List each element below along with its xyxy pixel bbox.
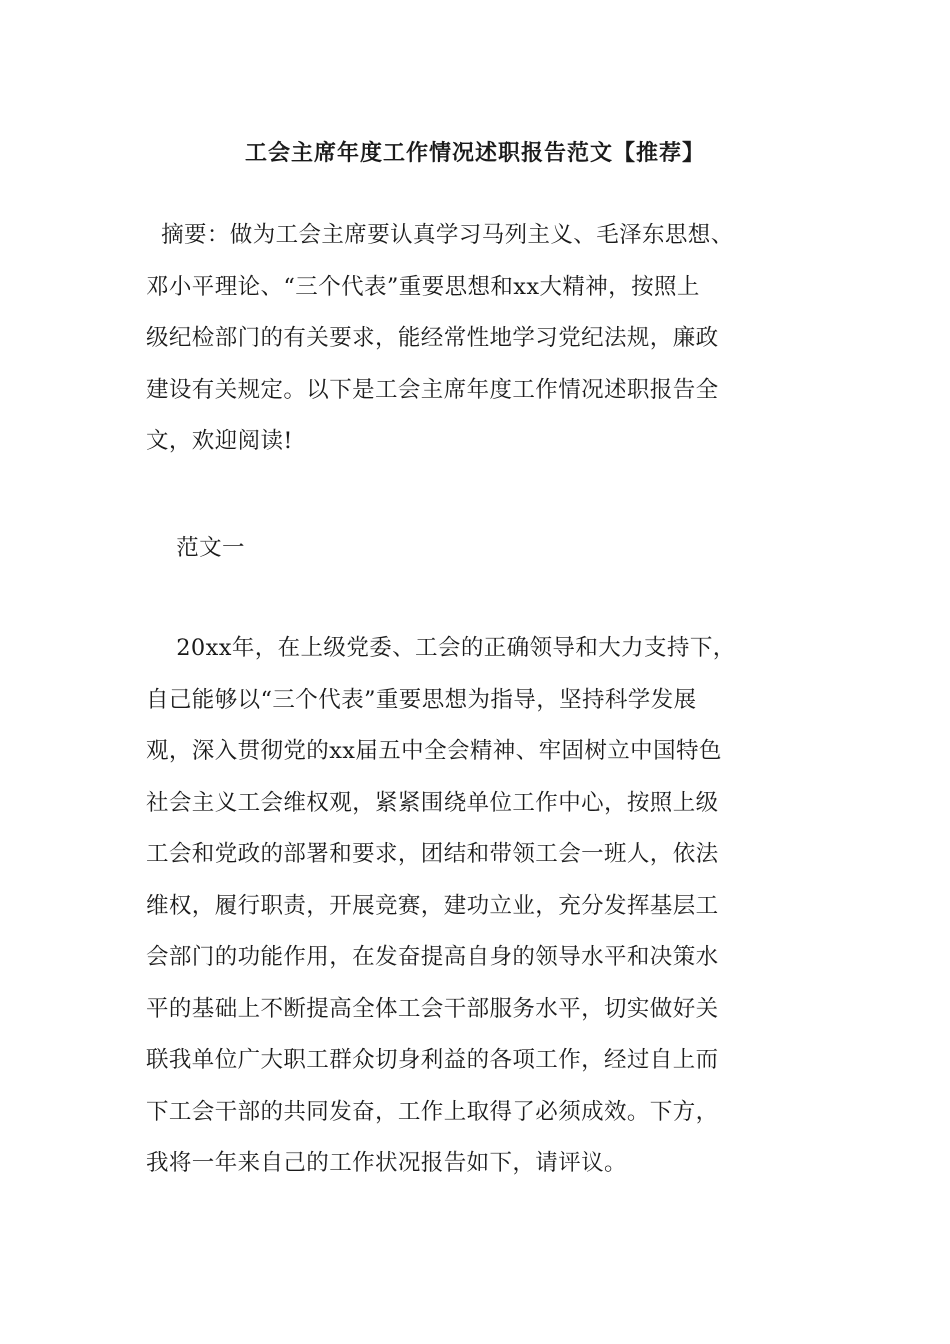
abstract-paragraph — [146, 210, 836, 468]
body-line: 工会和党政的部署和要求，团结和带领工会一班人，依法 — [146, 841, 719, 867]
body-line: 联我单位广大职工群众切身利益的各项工作，经过自上而 — [146, 1047, 719, 1073]
abstract-line: 文，欢迎阅读! — [146, 428, 293, 454]
body-line: 下工会干部的共同发奋，工作上取得了必须成效。下方， — [146, 1098, 719, 1125]
body-line: 观，深入贯彻党的xx届五中全会精神、牢固树立中国特色 — [146, 738, 722, 764]
document-title: 工会主席年度工作情况述职报告范文【推荐】 — [244, 140, 705, 166]
abstract-line: 摘要：做为工会主席要认真学习马列主义、毛泽东思想、 — [146, 222, 734, 248]
body-paragraph — [146, 623, 836, 1190]
body-line: 自己能够以“三个代表”重要思想为指导，坚持科学发展 — [146, 686, 697, 713]
abstract-line: 级纪检部门的有关要求，能经常性地学习党纪法规，廉政 — [146, 325, 719, 351]
section-heading: 范文一 — [146, 535, 245, 561]
abstract-line: 建设有关规定。以下是工会主席年度工作情况述职报告全 — [146, 376, 719, 403]
body-line: 社会主义工会维权观，紧紧围绕单位工作中心，按照上级 — [146, 789, 719, 816]
body-line: 会部门的功能作用，在发奋提高自身的领导水平和决策水 — [146, 944, 719, 970]
section-heading-block — [146, 523, 836, 575]
body-line: 维权，履行职责，开展竞赛，建功立业，充分发挥基层工 — [146, 892, 719, 919]
abstract-line: 邓小平理论、“三个代表”重要思想和xx大精神，按照上 — [146, 273, 700, 300]
body-line: 20xx年，在上级党委、工会的正确领导和大力支持下， — [146, 635, 736, 661]
body-line: 我将一年来自己的工作状况报告如下，请评议。 — [146, 1150, 627, 1176]
body-line: 平的基础上不断提高全体工会干部服务水平，切实做好关 — [146, 995, 719, 1022]
